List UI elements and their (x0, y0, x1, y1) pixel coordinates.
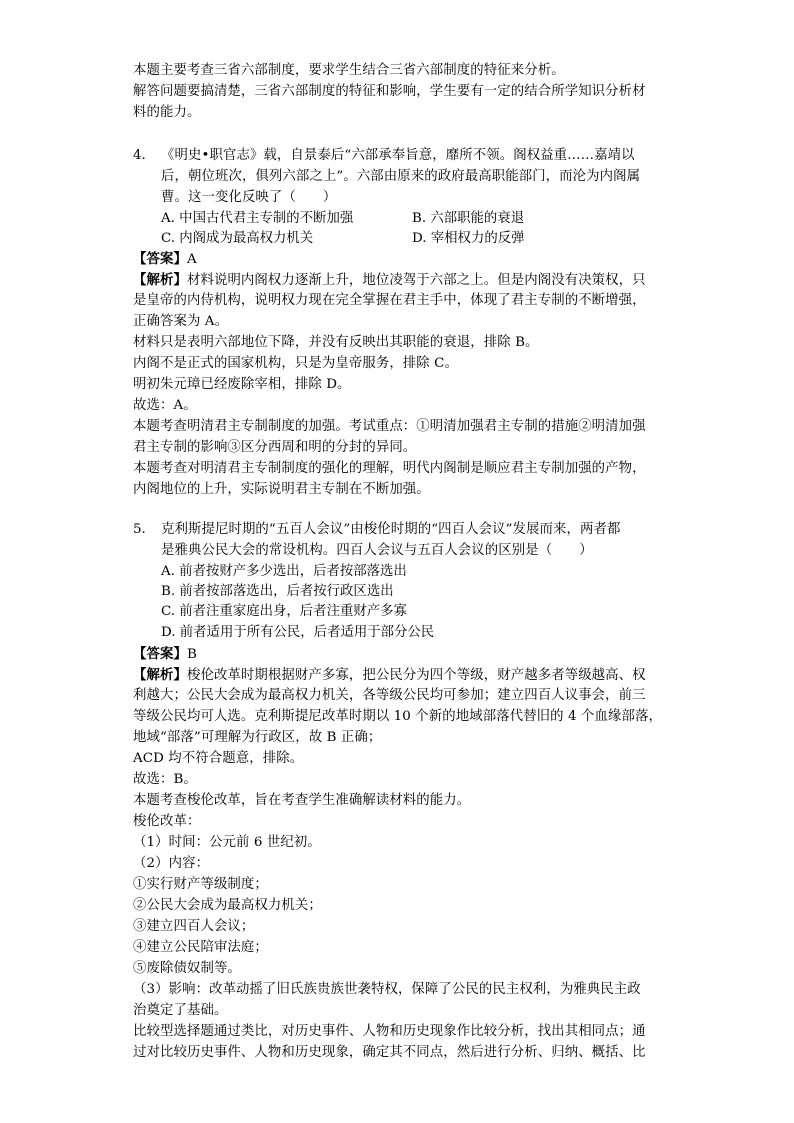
analysis-line: 本题考查梭伦改革，旨在考查学生准确解读材料的能力。 (133, 793, 471, 808)
analysis-line: 地域“部落”可理解为行政区，故 B 正确； (133, 730, 382, 745)
analysis-line: 内阁地位的上升，实际说明君主专制在不断加强。 (133, 482, 430, 497)
analysis-line: 本题考查明清君主专制制度的加强。考试重点：①明清加强君主专制的措施②明清加强 (133, 419, 646, 434)
analysis-line: 比较型选择题通过类比，对历史事件、人物和历史现象作比较分析，找出其相同点；通 (133, 1024, 646, 1039)
analysis-line: 过对比较历史事件、人物和历史现象，确定其不同点，然后进行分析、归纳、概括、比 (133, 1045, 646, 1060)
analysis-line: 内阁不是正式的国家机构，只是为皇帝服务，排除 C。 (133, 356, 458, 371)
option-b: B. 六部职能的衰退 (412, 211, 525, 226)
option-d: D. 宰相权力的反弹 (412, 231, 525, 246)
question-number: 4. (133, 148, 146, 163)
option-b: B. 前者按部落选出，后者按行政区选出 (161, 584, 394, 599)
analysis-line: ②公民大会成为最高权力机关； (133, 898, 322, 913)
question-stem-line: 克利斯提尼时期的“五百人会议”由梭伦时期的“四百人会议”发展而来，两者都 (161, 522, 621, 537)
analysis-line: 利越大；公民大会成为最高权力机关，各等级公民均可参加；建立四百人议事会，前三 (133, 688, 646, 703)
analysis-line: （3）影响：改革动摇了旧氏族贵族世袭特权，保障了公民的民主权利，为雅典民主政 (133, 982, 641, 997)
analysis-line: 故选：B。 (133, 772, 197, 787)
option-c: C. 内阁成为最高权力机关 (161, 231, 314, 246)
analysis-line: ⑤废除债奴制等。 (133, 961, 241, 976)
analysis-line: 君主专制的影响③区分西周和明的分封的异同。 (133, 440, 417, 455)
analysis-line: ①实行财产等级制度； (133, 877, 268, 892)
analysis-text: 材料说明内阁权力逐渐上升，地位凌驾于六部之上。但是内阁没有决策权，只 (186, 273, 646, 288)
option-a: A. 前者按财产多少选出，后者按部落选出 (161, 564, 407, 579)
intro-line: 料的能力。 (133, 105, 201, 120)
analysis-tag: 【解析】 (133, 272, 187, 288)
option-a: A. 中国古代君主专制的不断加强 (161, 211, 354, 226)
question-stem-line: 曹。这一变化反映了（ ） (161, 190, 337, 205)
answer-tag: 【答案】 (133, 251, 187, 267)
question-stem-line: 后，朝位班次，俱列六部之上”。六部由原来的政府最高职能部门，而沦为内阁属 (161, 169, 641, 184)
analysis-line: （2）内容： (133, 856, 210, 871)
answer-line (133, 250, 197, 269)
analysis-tag: 【解析】 (133, 667, 187, 683)
answer-line (133, 645, 197, 664)
analysis-line: 治奠定了基础。 (133, 1003, 228, 1018)
analysis-line: 是皇帝的内侍机构，说明权力现在完全掌握在君主手中，体现了君主专制的不断增强， (133, 293, 646, 308)
analysis-line: 正确答案为 A。 (133, 314, 229, 329)
analysis-line: 明初朱元璋已经废除宰相，排除 D。 (133, 377, 351, 392)
intro-line: 解答问题要搞清楚，三省六部制度的特征和影响，学生要有一定的结合所学知识分析材 (133, 84, 646, 99)
analysis-text: 梭伦改革时期根据财产多寡，把公民分为四个等级，财产越多者等级越高、权 (186, 668, 646, 683)
analysis-line: 等级公民均可人选。克利斯提尼改革时期以 10 个新的地域部落代替旧的 4 个血缘部落， (133, 709, 662, 724)
analysis-line: ④建立公民陪审法庭； (133, 940, 268, 955)
analysis-line: ③建立四百人会议； (133, 919, 255, 934)
question-stem-line: 是雅典公民大会的常设机构。四百人会议与五百人会议的区别是（ ） (161, 543, 593, 558)
analysis-line (133, 271, 646, 290)
analysis-line: （1）时间：公元前 6 世纪初。 (133, 835, 321, 850)
analysis-line: ACD 均不符合题意，排除。 (133, 751, 304, 766)
analysis-line (133, 666, 646, 685)
question-number: 5. (133, 522, 146, 537)
answer-value: B (186, 647, 197, 662)
answer-tag: 【答案】 (133, 646, 187, 662)
question-stem-line: 《明史•职官志》载，自景泰后“六部承奉旨意，靡所不领。阁权益重……嘉靖以 (161, 148, 635, 163)
analysis-line: 故选：A。 (133, 398, 197, 413)
answer-value: A (186, 252, 197, 267)
analysis-line: 材料只是表明六部地位下降，并没有反映出其职能的衰退，排除 B。 (133, 335, 539, 350)
option-c: C. 前者注重家庭出身，后者注重财产多寡 (161, 604, 407, 619)
option-d: D. 前者适用于所有公民，后者适用于部分公民 (161, 625, 435, 640)
analysis-line: 梭伦改革： (133, 814, 201, 829)
analysis-line: 本题考查对明清君主专制制度的强化的理解，明代内阁制是顺应君主专制加强的产物， (133, 461, 646, 476)
intro-line: 本题主要考查三省六部制度，要求学生结合三省六部制度的特征来分析。 (133, 63, 565, 78)
